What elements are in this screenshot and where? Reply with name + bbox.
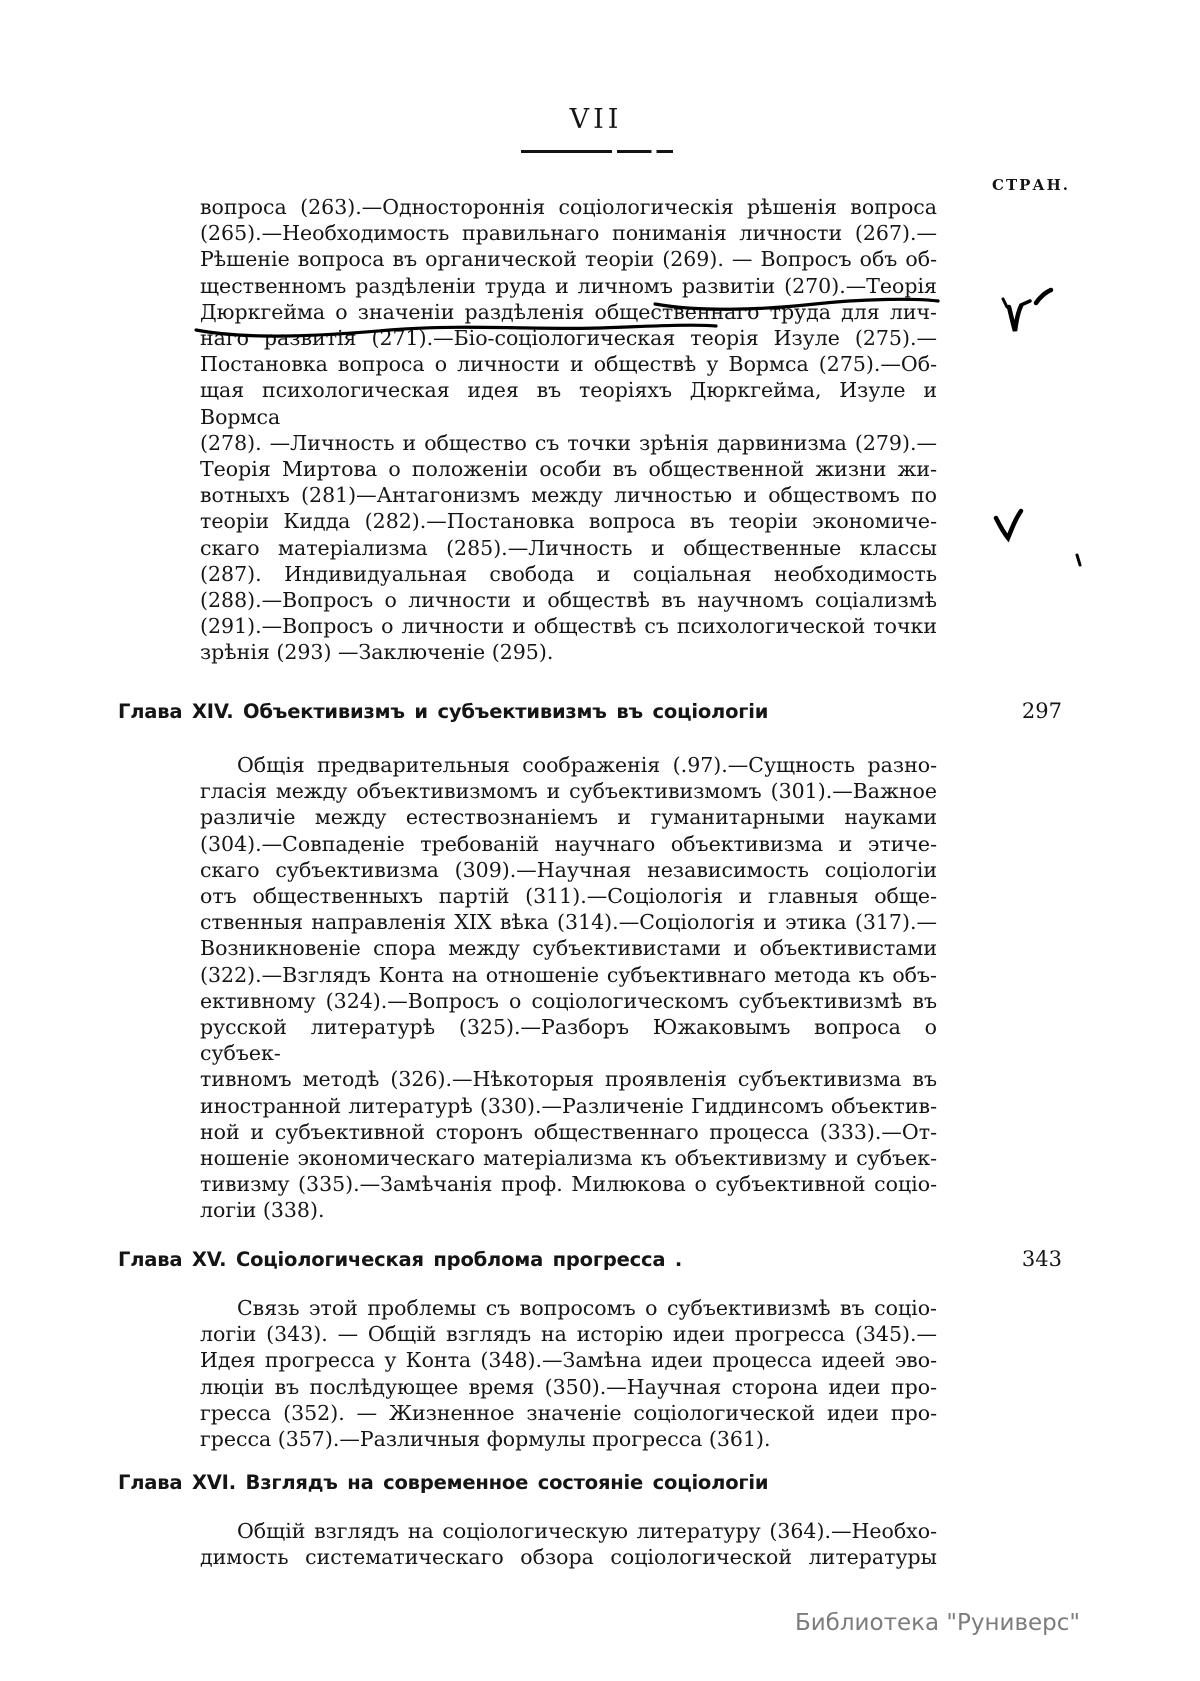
toc-line: скаго субъективизма (309).—Научная независимость соціологіи: [200, 857, 937, 882]
toc-line: иностранной литературѣ (330).—Различеніе Гиддинсомъ объектив-: [200, 1093, 937, 1118]
toc-line: (304).—Совпаденіе требованій научнаго объективизма и этиче-: [200, 831, 937, 856]
pen-tick-icon: [1077, 555, 1080, 565]
chapter-title: Глава XV. Соціологическая проблома прогресса .: [118, 1248, 683, 1271]
folio-divider-rule: [521, 150, 673, 153]
toc-line: гресса (352). — Жизненное значеніе соціологической идеи про-: [200, 1400, 937, 1425]
toc-line: зрѣнія (293) —Заключеніе (295).: [200, 640, 554, 665]
toc-line: ношеніе экономическаго матеріализма къ объективизму и субъек-: [200, 1146, 937, 1171]
toc-paragraph-xv: [200, 1295, 937, 1452]
toc-line: гресса (357).—Различныя формулы прогресса (361).: [200, 1427, 771, 1452]
toc-line: Связь этой проблемы съ вопросомъ о субъективизмѣ въ соціо-: [237, 1296, 937, 1320]
toc-line: тивномъ методѣ (326).—Нѣкоторыя проявленія субъективизма въ: [200, 1067, 937, 1092]
toc-line: вотныхъ (281)—Антагонизмъ между личностью и обществомъ по: [200, 483, 937, 508]
toc-line: наго развитія (271).—Біо-соціологическая теорія Изуле (275).—: [200, 326, 937, 351]
toc-line: Теорія Миртова о положеніи особи въ общественной жизни жи-: [200, 457, 937, 482]
toc-line: теоріи Кидда (282).—Постановка вопроса въ теоріи экономиче-: [200, 509, 937, 534]
toc-line: (278). —Личность и общество съ точки зрѣнія дарвинизма (279).—: [200, 430, 937, 455]
toc-line: ственныя направленія XIX вѣка (314).—Соціологія и этика (317).—: [200, 910, 937, 935]
toc-line: (288).—Вопросъ о личности и обществѣ въ научномъ соціализмѣ: [200, 588, 937, 613]
watermark-label: Библиотека "Руниверс": [794, 1610, 1080, 1636]
toc-line: Дюркгейма о значеніи раздѣленія общественнаго труда для лич-: [200, 299, 937, 324]
toc-line: гласія между объективизмомъ и субъективизмомъ (301).—Важное: [200, 779, 937, 804]
toc-line: (291).—Вопросъ о личности и обществѣ съ психологической точки: [200, 614, 937, 639]
toc-line: ной и субъективной сторонъ общественнаго процесса (333).—От-: [200, 1119, 937, 1144]
toc-continuation-paragraph: [200, 194, 937, 666]
chapter-title: Глава XIV. Объективизмъ и субъективизмъ въ соціологіи: [118, 700, 769, 723]
toc-line: Возникновеніе спора между субъективистами и объективистами: [200, 936, 937, 961]
toc-line: Постановка вопроса о личности и обществѣ у Вормса (275).—Об-: [200, 352, 937, 377]
chapter-title: Глава XVI. Взглядъ на современное состояніе соціологіи: [118, 1471, 769, 1494]
toc-line: отъ общественныхъ партій (311).—Соціологія и главныя обще-: [200, 884, 937, 909]
chapter-heading-xvi: [118, 1471, 1062, 1494]
toc-paragraph-xiv: [200, 752, 937, 1224]
toc-line: (287). Индивидуальная свобода и соціальная необходимость: [200, 561, 937, 586]
toc-line: Рѣшеніе вопроса въ органической теоріи (269). — Вопросъ объ об-: [200, 247, 937, 272]
chapter-page-number: 343: [1021, 1247, 1062, 1271]
toc-line: Общія предварительныя соображенія (.97).—Сущность разно-: [237, 753, 937, 777]
chapter-heading-xiv: [118, 699, 1062, 723]
toc-line: логіи (338).: [200, 1198, 325, 1223]
chapter-heading-xv: [118, 1247, 1062, 1271]
toc-line: ективному (324).—Вопросъ о соціологическомъ субъективизмѣ въ: [200, 988, 937, 1013]
toc-line: люціи въ послѣдующее время (350).—Научная сторона идеи про-: [200, 1374, 937, 1399]
toc-line: скаго матеріализма (285).—Личность и общественные классы: [200, 535, 937, 560]
toc-line: различіе между естествознаніемъ и гуманитарными науками: [200, 805, 937, 830]
toc-line: (265).—Необходимость правильнаго пониманія личности (267).—: [200, 221, 937, 246]
toc-paragraph-xvi: [200, 1518, 937, 1570]
toc-line: (322).—Взглядъ Конта на отношеніе субъективнаго метода къ объ-: [200, 962, 937, 987]
folio-page-number: VII: [569, 104, 623, 135]
toc-line: русской литературѣ (325).—Разборъ Южаковымъ вопроса о субъек-: [200, 1015, 937, 1066]
toc-line: тивизму (335).—Замѣчанія проф. Милюкова о субъективной соціо-: [200, 1172, 937, 1197]
toc-line: щественномъ раздѣленіи труда и личномъ развитіи (270).—Теорія: [200, 273, 937, 298]
toc-line: димость систематическаго обзора соціологической литературы: [200, 1545, 937, 1570]
pen-checkmark-icon: [996, 511, 1021, 538]
toc-line: щая психологическая идея въ теоріяхъ Дюркгейма, Изуле и Вормса: [200, 378, 937, 429]
toc-line: логіи (343). — Общій взглядъ на исторію идеи прогресса (345).—: [200, 1322, 937, 1347]
pen-checkmark-icon: [1003, 290, 1051, 331]
toc-line: Общій взглядъ на соціологическую литературу (364).—Необхо-: [237, 1519, 937, 1543]
toc-line: вопроса (263).—Одностороннія соціологическія рѣшенія вопроса: [200, 195, 937, 219]
page-column-header: СТРАН.: [992, 176, 1070, 194]
chapter-page-number: 297: [1021, 699, 1062, 723]
toc-line: Идея прогресса у Конта (348).—Замѣна идеи процесса идеей эво-: [200, 1348, 937, 1373]
